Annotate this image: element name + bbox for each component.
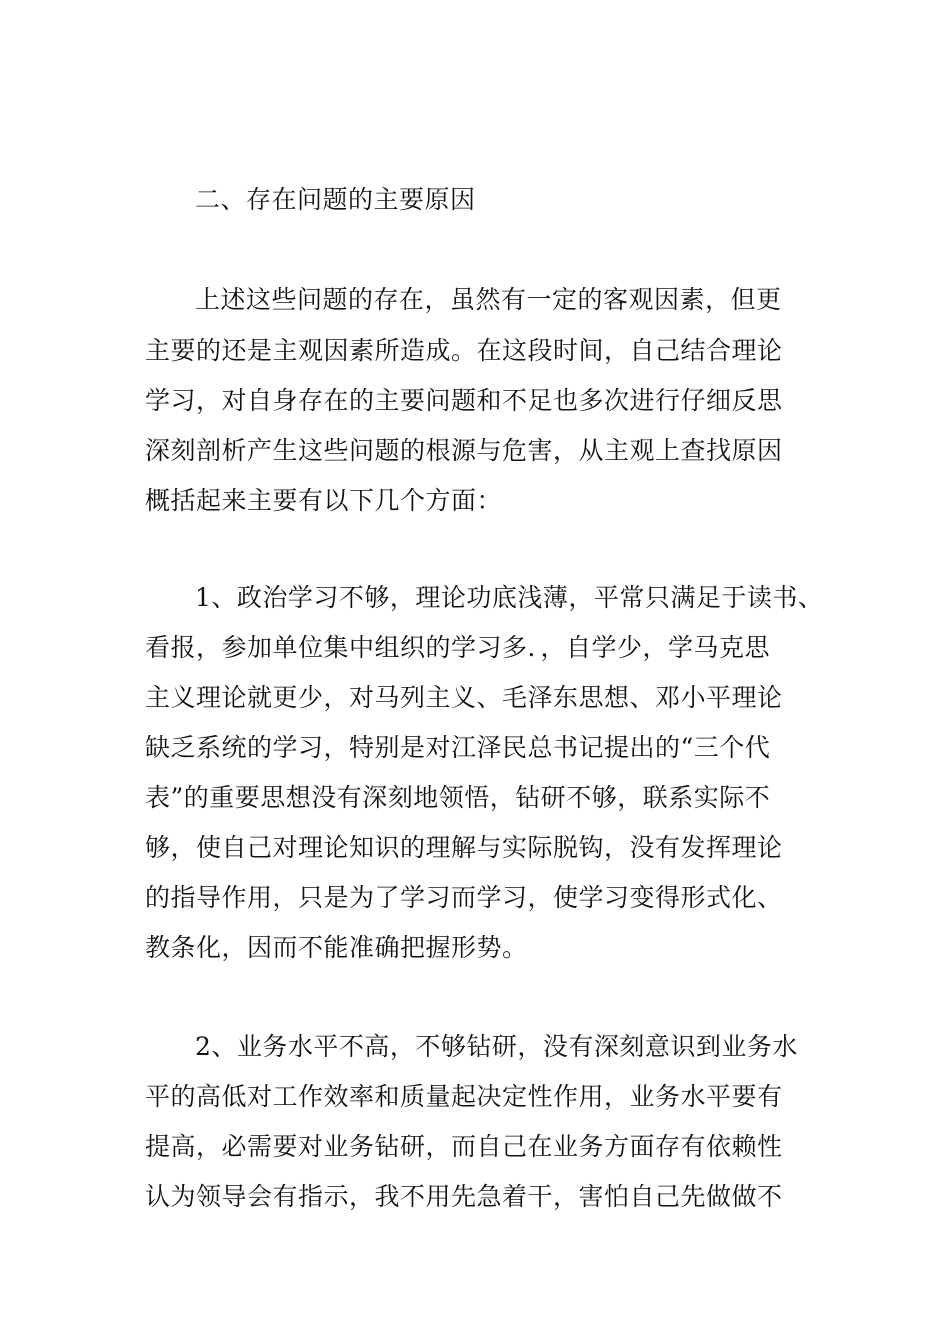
- paragraph-line: 主要的还是主观因素所造成。在这段时间，自己结合理论: [145, 336, 783, 365]
- paragraph-line: 认为领导会有指示，我不用先急着干，害怕自己先做做不: [145, 1182, 783, 1211]
- section-heading: 二、存在问题的主要原因: [195, 185, 476, 214]
- paragraph-line: 深刻剖析产生这些问题的根源与危害，从主观上查找原因: [145, 436, 783, 465]
- paragraph-line: 1、政治学习不够，理论功底浅薄，平常只满足于读书、: [195, 583, 824, 612]
- paragraph-line: 看报，参加单位集中组织的学习多．，自学少，学马克思: [145, 633, 771, 662]
- paragraph-line: 概括起来主要有以下几个方面：: [145, 486, 503, 515]
- paragraph-line: 上述这些问题的存在，虽然有一定的客观因素，但更: [195, 285, 782, 314]
- paragraph-line: 缺乏系统的学习，特别是对江泽民总书记提出的“三个代: [145, 733, 771, 762]
- paragraph-line: 教条化，因而不能准确把握形势。: [145, 933, 528, 962]
- paragraph-line: 够，使自己对理论知识的理解与实际脱钩，没有发挥理论: [145, 833, 783, 862]
- paragraph-line: 的指导作用，只是为了学习而学习，使学习变得形式化、: [145, 883, 783, 912]
- paragraph-line: 学习，对自身存在的主要问题和不足也多次进行仔细反思: [145, 386, 783, 415]
- paragraph-line: 主义理论就更少，对马列主义、毛泽东思想、邓小平理论: [145, 683, 783, 712]
- paragraph-line: 平的高低对工作效率和质量起决定性作用，业务水平要有: [145, 1082, 783, 1111]
- paragraph-line: 2、业务水平不高，不够钻研，没有深刻意识到业务水: [195, 1032, 798, 1061]
- paragraph-line: 表”的重要思想没有深刻地领悟，钻研不够，联系实际不: [145, 783, 771, 812]
- paragraph-line: 提高，必需要对业务钻研，而自己在业务方面存有依赖性: [145, 1132, 783, 1161]
